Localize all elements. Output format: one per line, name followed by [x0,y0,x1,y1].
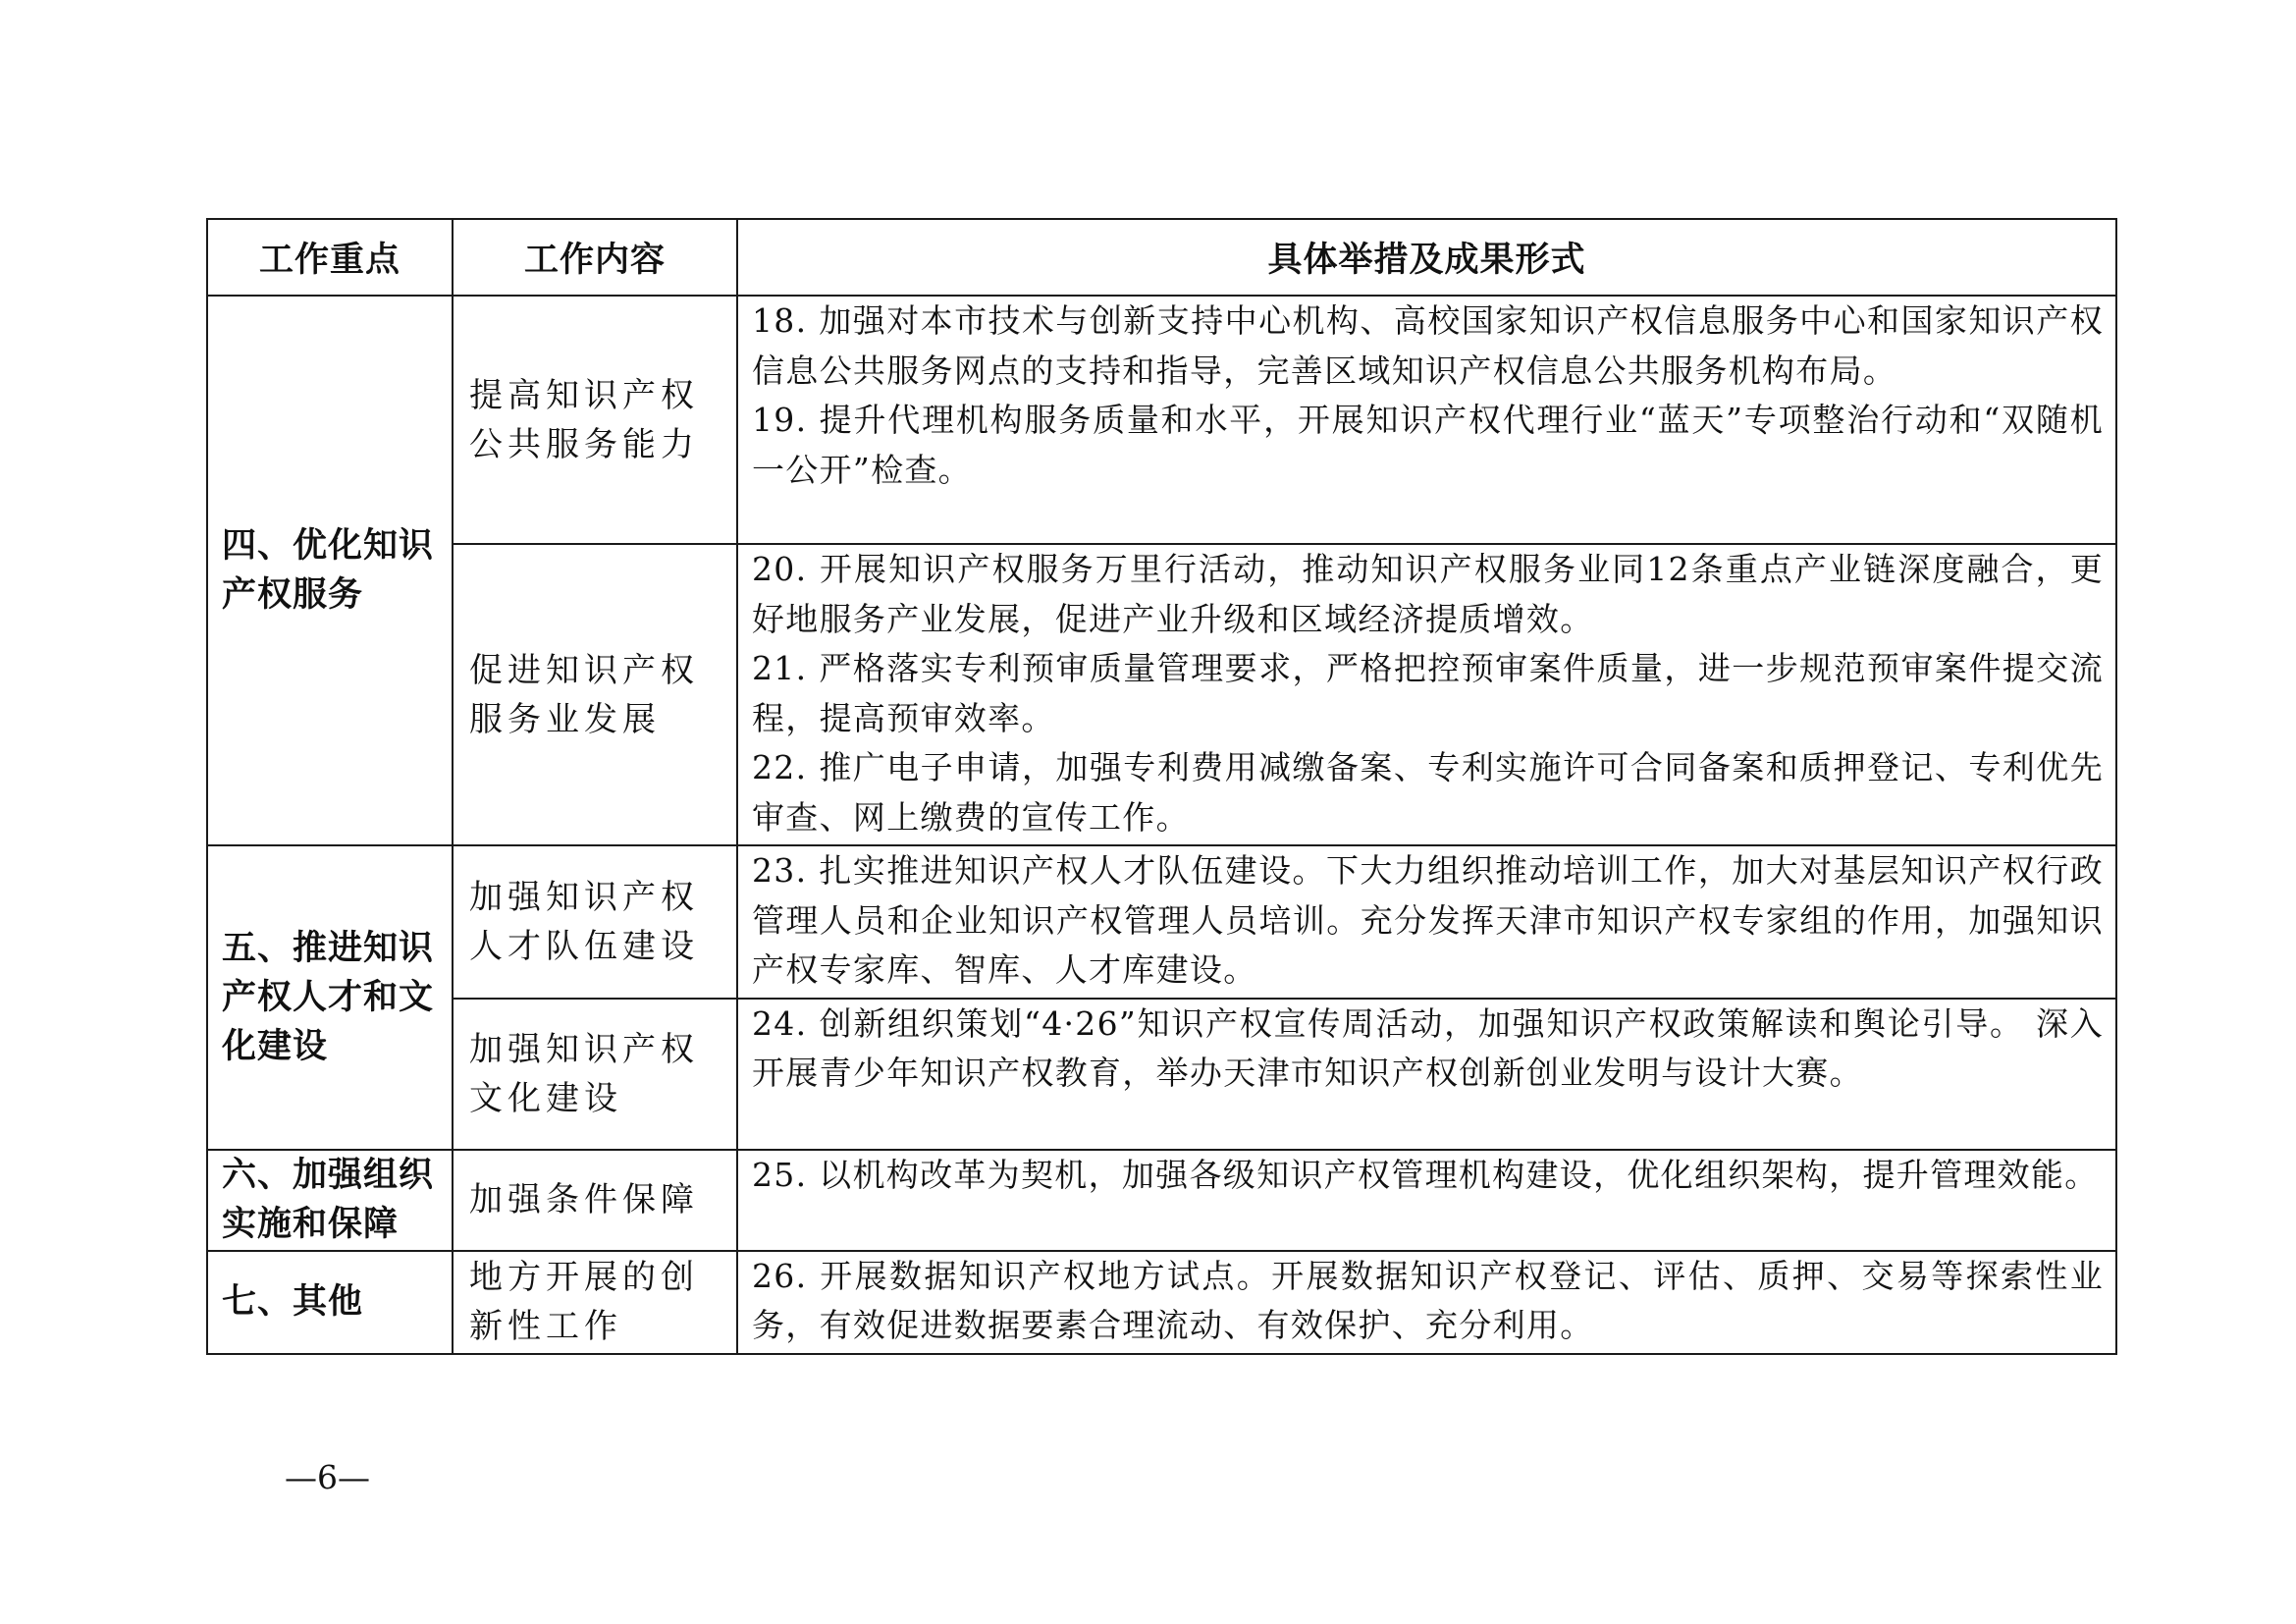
work-focus-cell: 七、其他 [207,1251,453,1354]
work-content-cell: 提高知识产权公共服务能力 [453,296,737,544]
measure-item: 19. 提升代理机构服务质量和水平，开展知识产权代理行业“蓝天”专项整治行动和“双随机一公开”检查。 [752,401,2104,489]
header-work-focus: 工作重点 [207,219,453,296]
work-content-cell: 加强知识产权文化建设 [453,999,737,1150]
measures-cell [737,1150,2116,1251]
measure-item: 22. 推广电子申请，加强专利费用减缴备案、专利实施许可合同备案和质押登记、专利优先审查、网上缴费的宣传工作。 [752,748,2104,837]
measures-cell [737,544,2116,845]
work-focus-cell: 四、优化知识产权服务 [207,296,453,845]
measure-item: 24. 创新组织策划“4·26”知识产权宣传周活动，加强知识产权政策解读和舆论引导。 深入开展青少年知识产权教育，举办天津市知识产权创新创业发明与设计大赛。 [752,1003,2104,1092]
table-row [207,999,2116,1150]
table-row [207,544,2116,845]
work-content-cell: 加强条件保障 [453,1150,737,1251]
header-work-content: 工作内容 [453,219,737,296]
table-row [207,296,2116,544]
measure-item: 18. 加强对本市技术与创新支持中心机构、高校国家知识产权信息服务中心和国家知识产权信息公共服务网点的支持和指导，完善区域知识产权信息公共服务机构布局。 [752,301,2104,390]
page-number: —6— [285,1458,370,1496]
work-content-cell: 地方开展的创新性工作 [453,1251,737,1354]
measures-cell [737,296,2116,544]
measure-item: 21. 严格落实专利预审质量管理要求，严格把控预审案件质量，进一步规范预审案件提交流程，提高预审效率。 [752,649,2104,737]
measure-item: 23. 扎实推进知识产权人才队伍建设。下大力组织推动培训工作，加大对基层知识产权行政管理人员和企业知识产权管理人员培训。充分发挥天津市知识产权专家组的作用，加强知识产权专家库、智库、人才库建设。 [752,851,2104,989]
table-row [207,1251,2116,1354]
work-content-cell: 促进知识产权服务业发展 [453,544,737,845]
table-header-row [207,219,2116,296]
table-row [207,845,2116,999]
work-plan-table [206,218,2117,1355]
header-measures: 具体举措及成果形式 [737,219,2116,296]
measures-cell [737,845,2116,999]
measure-item: 26. 开展数据知识产权地方试点。开展数据知识产权登记、评估、质押、交易等探索性业务，有效促进数据要素合理流动、有效保护、充分利用。 [752,1256,2104,1344]
measures-cell [737,1251,2116,1354]
work-focus-cell: 五、推进知识产权人才和文化建设 [207,845,453,1150]
measure-item: 20. 开展知识产权服务万里行活动，推动知识产权服务业同12条重点产业链深度融合，更好地服务产业发展，促进产业升级和区域经济提质增效。 [752,550,2104,638]
work-focus-cell: 六、加强组织实施和保障 [207,1150,453,1251]
work-content-cell: 加强知识产权人才队伍建设 [453,845,737,999]
table-row [207,1150,2116,1251]
measure-item: 25. 以机构改革为契机，加强各级知识产权管理机构建设，优化组织架构，提升管理效能。 [752,1155,2099,1194]
measures-cell [737,999,2116,1150]
